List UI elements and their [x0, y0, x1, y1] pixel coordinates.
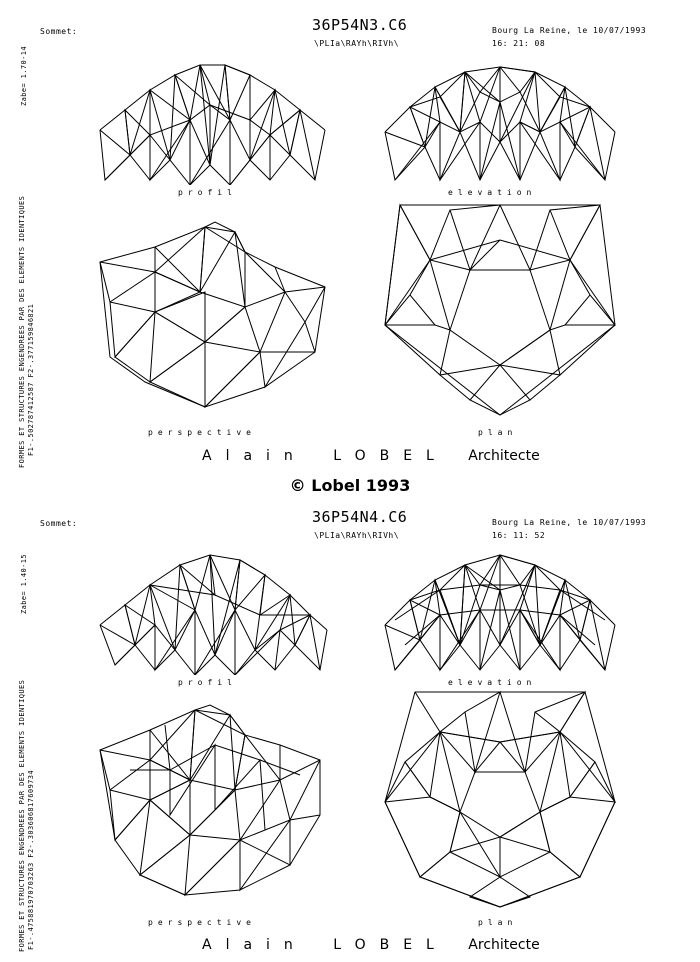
model-path: \PLIa\RAYh\RIVh\ — [314, 39, 400, 48]
zabe-label: Zabe= 1.40-15 — [20, 554, 28, 614]
elevation-wireframe — [380, 62, 620, 187]
label-perspective: perspective — [148, 918, 256, 927]
label-elevation: elevation — [448, 188, 537, 197]
architect-first-name: Alain — [202, 448, 307, 464]
architect-role: Architecte — [468, 937, 540, 953]
model-code: 36P54N3.C6 — [312, 16, 408, 34]
plan-wireframe — [380, 200, 620, 420]
label-elevation: elevation — [448, 678, 537, 687]
vertical-coefficients: F1-.475881970703263 F2-.303606817609734 — [27, 770, 35, 950]
profil-wireframe — [95, 60, 330, 185]
profil-wireframe — [95, 550, 330, 675]
architect-last-name: LOBEL — [333, 448, 448, 464]
architect-first-name: Alain — [202, 937, 307, 953]
label-plan: plan — [478, 428, 518, 437]
time-stamp: 16: 11: 52 — [492, 531, 546, 540]
drawing-sheet-1 — [0, 0, 700, 470]
perspective-wireframe — [95, 700, 330, 900]
label-profil: profil — [178, 678, 237, 687]
model-code: 36P54N4.C6 — [312, 508, 408, 526]
label-profil: profil — [178, 188, 237, 197]
vertical-coefficients: F1-.502787412587 F2-.377159846821 — [27, 303, 35, 456]
vertical-title: FORMES ET STRUCTURES ENGENDREES PAR DES ELEMENTS IDENTIQUES — [18, 195, 26, 468]
zabe-label: Zabe= 1.70-14 — [20, 46, 28, 106]
place-date: Bourg La Reine, le 10/07/1993 — [492, 518, 647, 527]
vertical-title: FORMES ET STRUCTURES ENGENDREES PAR DES ELEMENTS IDENTIQUES — [18, 679, 26, 952]
time-stamp: 16: 21: 08 — [492, 39, 546, 48]
label-perspective: perspective — [148, 428, 256, 437]
place-date: Bourg La Reine, le 10/07/1993 — [492, 26, 647, 35]
copyright-notice: © Lobel 1993 — [289, 476, 411, 495]
plan-wireframe — [380, 687, 620, 912]
sommet-label: Sommet: — [40, 519, 78, 528]
architect-credit — [202, 448, 540, 464]
architect-credit — [202, 937, 540, 953]
architect-last-name: LOBEL — [333, 937, 448, 953]
model-path: \PLIa\RAYh\RIVh\ — [314, 531, 400, 540]
elevation-wireframe — [380, 550, 620, 675]
perspective-wireframe — [95, 212, 330, 412]
label-plan: plan — [478, 918, 518, 927]
drawing-sheet-2 — [0, 492, 700, 962]
sommet-label: Sommet: — [40, 27, 78, 36]
architect-role: Architecte — [468, 448, 540, 464]
